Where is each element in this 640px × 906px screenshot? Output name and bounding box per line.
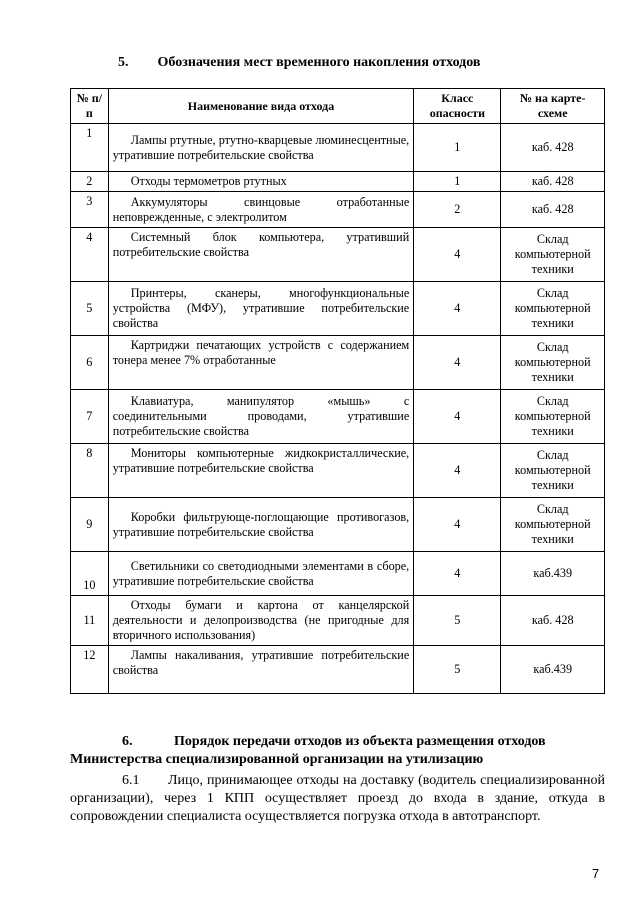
row-class: 4 [414,390,501,444]
row-class: 4 [414,228,501,282]
header-name: Наименование вида отхода [108,89,414,124]
table-row [71,336,605,390]
section-6-title: Порядок передачи отходов из объекта размещения отходов Министерства специализированной организации на утилизацию [70,734,546,767]
row-no: 3 [71,192,109,228]
row-map: каб. 428 [501,596,605,646]
row-map: каб.439 [501,552,605,596]
row-map: каб.439 [501,646,605,694]
row-no: 4 [71,228,109,282]
row-no: 9 [71,498,109,552]
row-class: 2 [414,192,501,228]
row-name: Светильники со светодиодными элементами в сборе, утратившие потребительские свойства [108,552,414,596]
row-map: Склад компьютерной техники [501,282,605,336]
table-header-row [71,89,605,124]
row-class: 1 [414,172,501,192]
section-6-number: 6. [122,734,133,749]
row-name: Мониторы компьютерные жидкокристаллические, утратившие потребительские свойства [108,444,414,498]
table-row [71,192,605,228]
table-row [71,172,605,192]
row-name: Лампы ртутные, ртутно-кварцевые люминесцентные, утратившие потребительские свойства [108,124,414,172]
row-name: Отходы бумаги и картона от канцелярской деятельности и делопроизводства (не пригодные для вторичного использования) [108,596,414,646]
row-class: 4 [414,336,501,390]
waste-storage-table [70,88,605,694]
row-name: Лампы накаливания, утратившие потребительские свойства [108,646,414,694]
row-no: 11 [71,596,109,646]
row-map: каб. 428 [501,192,605,228]
row-name: Системный блок компьютера, утративший потребительские свойства [108,228,414,282]
paragraph-text: Лицо, принимающее отходы на доставку (водитель специализированной организации), через 1 КПП осуществляет проезд до входа в здание, откуда в сопровождении специалиста осуществляется погрузка отхода в автотранспорт. [70,773,605,824]
row-map: Склад компьютерной техники [501,336,605,390]
table-row [71,282,605,336]
table-row [71,390,605,444]
table-row [71,228,605,282]
row-map: Склад компьютерной техники [501,390,605,444]
row-map: Склад компьютерной техники [501,444,605,498]
row-no: 10 [71,552,109,596]
row-map: каб. 428 [501,172,605,192]
row-class: 4 [414,282,501,336]
header-class: Класс опасности [414,89,501,124]
section-5-title: Обозначения мест временного накопления отходов [157,55,481,70]
header-map: № на карте-схеме [501,89,605,124]
table-row [71,498,605,552]
table-row [71,646,605,694]
row-name: Коробки фильтрующе-поглощающие противогазов, утратившие потребительские свойства [108,498,414,552]
page-number: 7 [592,866,600,881]
row-map: Склад компьютерной техники [501,228,605,282]
row-class: 5 [414,596,501,646]
row-no: 6 [71,336,109,390]
row-class: 1 [414,124,501,172]
row-name: Принтеры, сканеры, многофункциональные устройства (МФУ), утратившие потребительские свойства [108,282,414,336]
row-name: Картриджи печатающих устройств с содержанием тонера менее 7% отработанные [108,336,414,390]
row-class: 4 [414,444,501,498]
table-row [71,596,605,646]
row-class: 4 [414,498,501,552]
row-no: 7 [71,390,109,444]
paragraph-number: 6.1 [122,773,140,788]
row-no: 12 [71,646,109,694]
table-row [71,124,605,172]
row-map: Склад компьютерной техники [501,498,605,552]
row-no: 5 [71,282,109,336]
row-no: 2 [71,172,109,192]
paragraph-6-1 [70,772,605,826]
header-no: № п/п [71,89,109,124]
row-map: каб. 428 [501,124,605,172]
row-name: Клавиатура, манипулятор «мышь» с соединительными проводами, утратившие потребительские свойства [108,390,414,444]
section-5-heading [118,55,480,71]
row-name: Аккумуляторы свинцовые отработанные неповрежденные, с электролитом [108,192,414,228]
row-class: 4 [414,552,501,596]
row-no: 1 [71,124,109,172]
section-5-number: 5. [118,55,129,70]
table-row [71,552,605,596]
row-no: 8 [71,444,109,498]
table-row [71,444,605,498]
row-name: Отходы термометров ртутных [108,172,414,192]
row-class: 5 [414,646,501,694]
section-6-heading [70,733,605,769]
